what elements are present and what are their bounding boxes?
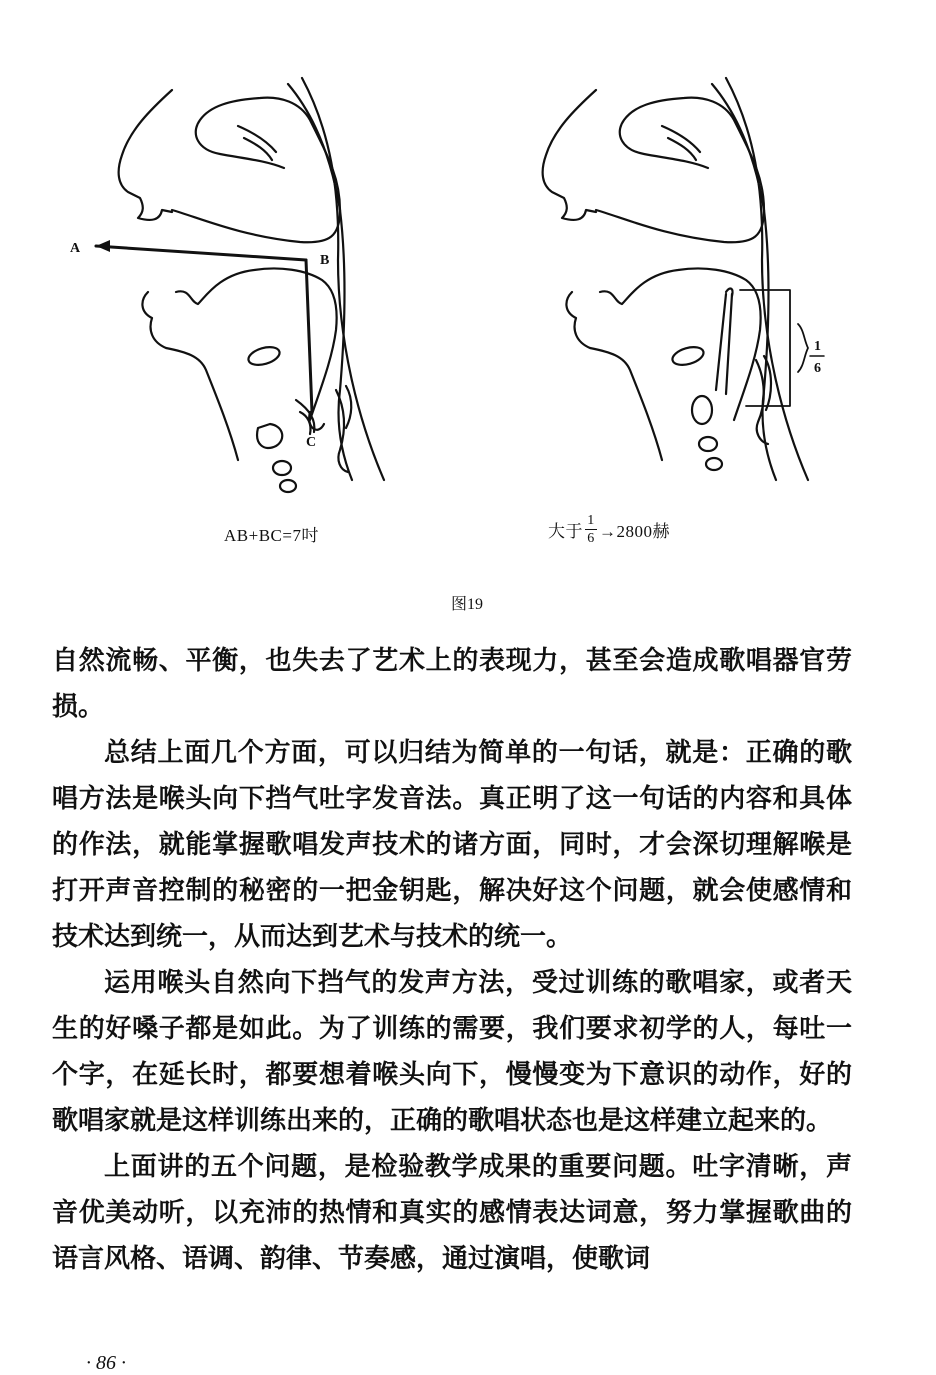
left-head-section	[96, 78, 384, 492]
caption-right-prefix: 大于	[548, 522, 583, 541]
caption-right-fraction	[585, 513, 597, 546]
paragraph-4: 上面讲的五个问题，是检验教学成果的重要问题。吐字清晰，声音优美动听，以充沛的热情和真实的感情表达词意，努力掌握歌曲的语言风格、语调、韵律、节奏感，通过演唱，使歌词	[52, 1152, 852, 1274]
label-b: B	[320, 253, 330, 268]
fraction-bar	[585, 529, 597, 530]
right-head-section	[543, 78, 808, 480]
body-text	[52, 638, 852, 1282]
vocal-tract-figure	[40, 60, 900, 540]
caption-left: AB+BC=7吋	[224, 526, 319, 545]
paragraph-1: 自然流畅、平衡，也失去了艺术上的表现力，甚至会造成歌唱器官劳损。	[52, 646, 852, 722]
bracket-fraction-denominator: 6	[814, 361, 821, 376]
caption-right	[548, 513, 670, 546]
bracket-fraction-numerator: 1	[814, 339, 821, 354]
caption-right-numerator: 1	[587, 513, 595, 528]
label-c: C	[306, 435, 317, 450]
caption-right-suffix: →2800赫	[599, 522, 670, 541]
paragraph-2: 总结上面几个方面，可以归结为简单的一句话，就是：正确的歌唱方法是喉头向下挡气吐字发音法。真正明了这一句话的内容和具体的作法，就能掌握歌唱发声技术的诸方面，同时，才会深切理解喉是打开声音控制的秘密的一把金钥匙，解决好这个问题，就会使感情和技术达到统一，从而达到艺术与技术的统一。	[52, 738, 852, 952]
figure-title: 图19	[451, 596, 484, 613]
caption-right-denominator: 6	[587, 531, 595, 546]
bracket-fraction	[810, 339, 824, 376]
page-number: · 86 ·	[86, 1352, 126, 1374]
paragraph-3: 运用喉头自然向下挡气的发声方法，受过训练的歌唱家，或者天生的好嗓子都是如此。为了训练的需要，我们要求初学的人，每吐一个字，在延长时，都要想着喉头向下，慢慢变为下意识的动作，好的歌唱家就是这样训练出来的，正确的歌唱状态也是这样建立起来的。	[52, 968, 852, 1136]
label-a: A	[70, 241, 81, 256]
vocal-tract-diagrams	[40, 60, 900, 510]
